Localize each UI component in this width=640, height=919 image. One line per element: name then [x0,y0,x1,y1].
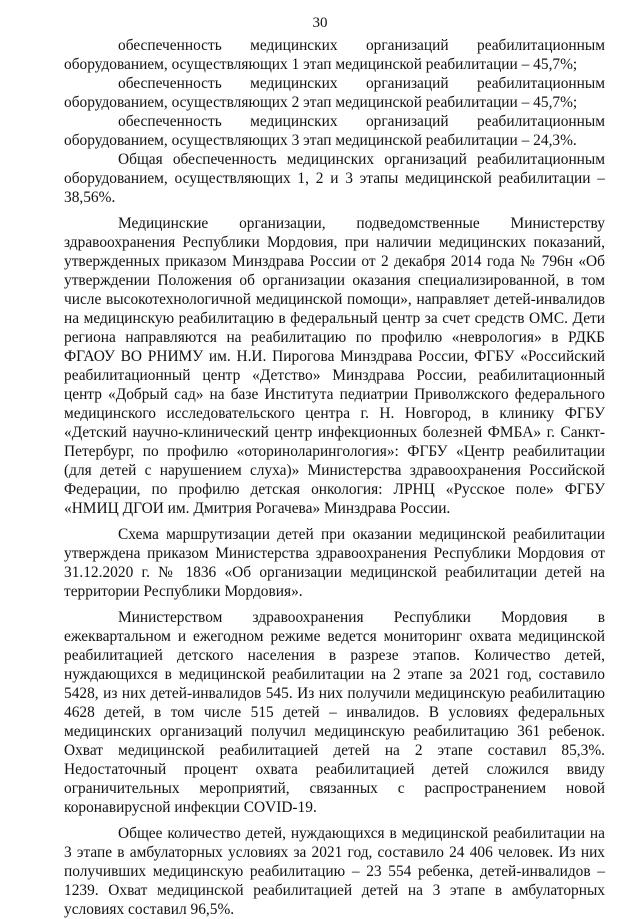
paragraph-equipment-total: Общая обеспеченность медицинских организаций реабилитационным оборудованием, осуществляющих 1, 2 и 3 этапы медицинской реабилитации – 38,56%. [64,151,605,206]
paragraph-equipment-stage-2: обеспеченность медицинских организаций реабилитационным оборудованием, осуществляющих 2 этап медицинской реабилитации – 45,7%; [64,75,605,111]
paragraph-federal-referral: Медицинские организации, подведомственные Министерству здравоохранения Республики Мордовия, при наличии медицинских показаний, утвержденных приказом Минздрава России от 2 декабря 2014 года № 796н «Об утверждении Положения об организации оказания специализированной, в том числе высокотехнологичной медицинской помощи», направляет детей-инвалидов на медицинскую реабилитацию в федеральный центр за счет средств ОМС. Дети региона направляются на реабилитацию по профилю «неврология» в РДКБ ФГАОУ ВО РНИМУ им. Н.И. Пирогова Минздрава России, ФГБУ «Российский реабилитационный центр «Детство» Минздрава России, реабилитационный центр «Добрый сад» на базе Института педиатрии Приволжского федерального медицинского исследовательского центра г. Н. Новгород, в клинику ФГБУ «Детский научно-клинический центр инфекционных болезней ФМБА» г. Санкт-Петербург, по профилю «оториноларингология»: ФГБУ «Центр реабилитации (для детей с нарушением слуха)» Министерства здравоохранения Российской Федерации, по профилю детская онкология: ЛРНЦ «Русское поле» ФГБУ «НМИЦ ДГОИ им. Дмитрия Рогачева» Минздрава России. [64,215,605,517]
paragraph-equipment-stage-3: обеспеченность медицинских организаций реабилитационным оборудованием, осуществляющих 3 этап медицинской реабилитации – 24,3%. [64,113,605,149]
paragraph-stage-3-coverage: Общее количество детей, нуждающихся в медицинской реабилитации на 3 этапе в амбулаторных условиях за 2021 год, составило 24 406 человек. Из них получивших медицинскую реабилитацию – 23 554 ребенка, детей-инвалидов – 1239. Охват медицинской реабилитацией детей на 3 этапе в амбулаторных условиях составил 96,5%. [64,825,605,918]
paragraph-routing-scheme: Схема маршрутизации детей при оказании медицинской реабилитации утверждена приказом Министерства здравоохранения Республики Мордовия от 31.12.2020 г. № 1836 «Об организации медицинской реабилитации детей на территории Республики Мордовия». [64,526,605,600]
page-number: 30 [312,15,328,31]
document-body [64,36,605,919]
paragraph-equipment-stage-1: обеспеченность медицинских организаций реабилитационным оборудованием, осуществляющих 1 этап медицинской реабилитации – 45,7%; [64,37,605,73]
paragraph-stage-2-monitoring: Министерством здравоохранения Республики Мордовия в ежеквартальном и ежегодном режиме ведется мониторинг охвата медицинской реабилитацией детского населения в разрезе этапов. Количество детей, нуждающихся в медицинской реабилитации на 2 этапе за 2021 год, составило 5428, из них детей-инвалидов 545. Из них получили медицинскую реабилитацию 4628 детей, в том числе 515 детей – инвалидов. В условиях федеральных медицинских организаций получил медицинскую реабилитацию 361 ребенок. Охват медицинской реабилитацией детей на 2 этапе составил 85,3%. Недостаточный процент охвата реабилитацией детей сложился ввиду ограничительных мероприятий, связанных с распространением новой коронавирусной инфекции COVID-19. [64,609,605,816]
